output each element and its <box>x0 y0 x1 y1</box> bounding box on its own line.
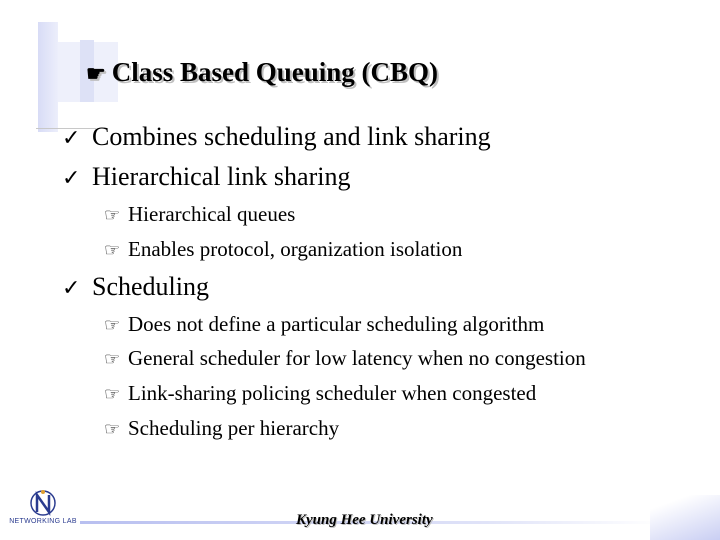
pointing-hand-icon: ☞ <box>104 315 121 335</box>
checkmark-icon: ✓ <box>62 275 81 300</box>
sub-item <box>104 346 586 371</box>
footer-decoration <box>650 495 720 540</box>
bullet-text: Hierarchical link sharing <box>92 162 351 191</box>
networking-lab-logo <box>8 488 78 536</box>
sub-item-text: Enables protocol, organization isolation <box>128 237 463 261</box>
sub-item-text: Does not define a particular scheduling algorithm <box>128 312 545 336</box>
pointing-hand-icon: ☞ <box>104 349 121 369</box>
pointing-hand-icon: ☛ <box>86 61 106 86</box>
pointing-hand-icon: ☞ <box>104 384 121 404</box>
pointing-hand-icon: ☞ <box>104 419 121 439</box>
sub-item <box>104 237 462 262</box>
sub-item-text: Hierarchical queues <box>128 202 296 226</box>
pointing-hand-icon: ☞ <box>104 205 121 225</box>
network-logo-icon <box>26 488 60 518</box>
logo-text: NETWORKING LAB <box>9 518 77 525</box>
checkmark-icon: ✓ <box>62 165 81 190</box>
bullet-text: Scheduling <box>92 272 209 301</box>
sub-item <box>104 416 339 441</box>
sub-item-text: General scheduler for low latency when no congestion <box>128 346 586 370</box>
bullet-item <box>62 122 491 152</box>
bullet-item <box>62 162 350 192</box>
bullet-text: Combines scheduling and link sharing <box>92 122 491 151</box>
bullet-item <box>62 272 209 302</box>
pointing-hand-icon: ☞ <box>104 240 121 260</box>
sub-item-text: Scheduling per hierarchy <box>128 416 340 440</box>
decorative-vertical-bar <box>38 22 58 132</box>
slide-title: Class Based Queuing (CBQ) <box>111 57 439 87</box>
sub-item <box>104 202 295 227</box>
checkmark-icon: ✓ <box>62 125 81 150</box>
sub-item <box>104 381 536 406</box>
footer-university: Kyung Hee University <box>296 512 433 528</box>
slide-title-row <box>86 57 438 88</box>
sub-item <box>104 312 544 337</box>
sub-item-text: Link-sharing policing scheduler when congested <box>128 381 537 405</box>
